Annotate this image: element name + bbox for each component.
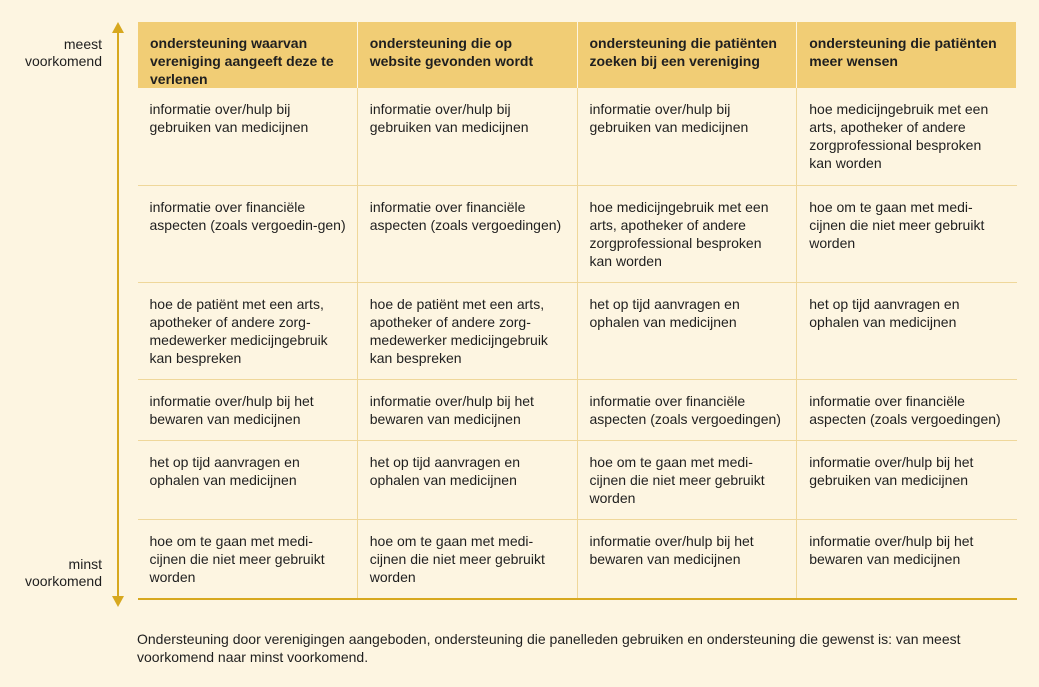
axis-label-least-line-1: minst (68, 556, 102, 572)
table-cell: hoe de patiënt met een arts, apotheker of andere zorg-medewerker medicijngebruik kan bespreken (138, 282, 358, 379)
axis-label-most-line-1: meest (63, 36, 102, 52)
table-cell: hoe om te gaan met medi-cijnen die niet meer gebruikt worden (138, 519, 358, 599)
table-cell: informatie over/hulp bij gebruiken van medicijnen (138, 88, 358, 185)
table-row (138, 379, 1017, 440)
table-cell: het op tijd aanvragen en ophalen van medicijnen (577, 282, 797, 379)
table-cell: het op tijd aanvragen en ophalen van medicijnen (797, 282, 1017, 379)
table-row (138, 185, 1017, 282)
frequency-axis-line (117, 30, 119, 598)
table-caption: Ondersteuning door verenigingen aangeboden, ondersteuning die panelleden gebruiken en ondersteuning die gewenst is: van meest voorkomend naar minst voorkomend. (137, 631, 961, 665)
table-cell: informatie over financiële aspecten (zoals vergoedingen) (797, 379, 1017, 440)
table-row (138, 88, 1017, 185)
table-cell: informatie over/hulp bij gebruiken van medicijnen (577, 88, 797, 185)
table-cell: hoe om te gaan met medi-cijnen die niet meer gebruikt worden (357, 519, 577, 599)
axis-label-least-line-2: voorkomend (24, 573, 102, 589)
column-header-website: ondersteuning die op website gevonden wordt (357, 22, 577, 88)
table-cell: informatie over/hulp bij het bewaren van medicijnen (797, 519, 1017, 599)
column-header-patients-want-more: ondersteuning die patiënten meer wensen (797, 22, 1017, 88)
column-header-association-offers: ondersteuning waarvan vereniging aangeeft deze te verlenen (138, 22, 358, 88)
table-cell: informatie over/hulp bij het bewaren van medicijnen (138, 379, 358, 440)
arrow-down-icon (112, 596, 124, 607)
column-header-patients-seek: ondersteuning die patiënten zoeken bij een vereniging (577, 22, 797, 88)
table-header-row (138, 22, 1017, 88)
table-cell: informatie over financiële aspecten (zoals vergoedin-gen) (138, 185, 358, 282)
table-row (138, 519, 1017, 599)
table-cell: hoe de patiënt met een arts, apotheker of andere zorg-medewerker medicijngebruik kan bespreken (357, 282, 577, 379)
table-cell: informatie over financiële aspecten (zoals vergoedingen) (357, 185, 577, 282)
table-cell: hoe medicijngebruik met een arts, apotheker of andere zorgprofessional besproken kan worden (797, 88, 1017, 185)
axis-label-least-common (25, 556, 102, 590)
table-cell: het op tijd aanvragen en ophalen van medicijnen (138, 440, 358, 519)
table-cell: hoe om te gaan met medi-cijnen die niet meer gebruikt worden (577, 440, 797, 519)
table-cell: hoe om te gaan met medi-cijnen die niet meer gebruikt worden (797, 185, 1017, 282)
table-cell: informatie over/hulp bij het bewaren van medicijnen (357, 379, 577, 440)
table-cell: informatie over/hulp bij gebruiken van medicijnen (357, 88, 577, 185)
table-cell: informatie over/hulp bij het gebruiken van medicijnen (797, 440, 1017, 519)
table-row (138, 440, 1017, 519)
table-cell: hoe medicijngebruik met een arts, apotheker of andere zorgprofessional besproken kan worden (577, 185, 797, 282)
support-comparison-table (137, 22, 1017, 600)
table-cell: informatie over financiële aspecten (zoals vergoedingen) (577, 379, 797, 440)
axis-label-most-line-2: voorkomend (24, 53, 102, 69)
table-cell: het op tijd aanvragen en ophalen van medicijnen (357, 440, 577, 519)
table-row (138, 282, 1017, 379)
axis-label-most-common (25, 36, 102, 70)
table-cell: informatie over/hulp bij het bewaren van medicijnen (577, 519, 797, 599)
